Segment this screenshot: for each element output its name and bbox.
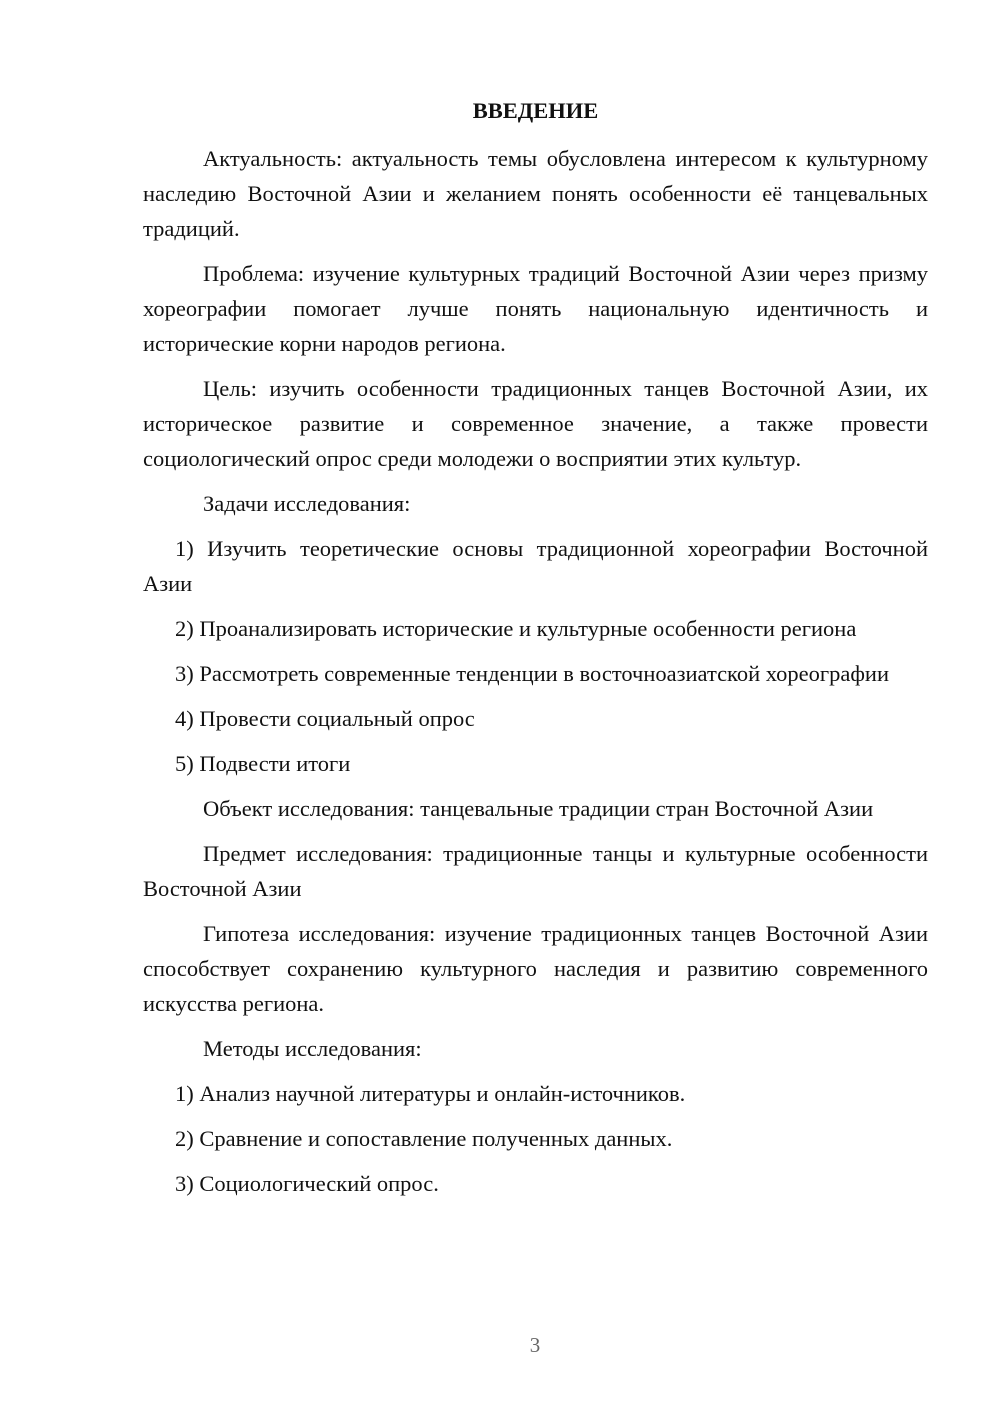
methods-heading: Методы исследования: xyxy=(203,1036,422,1061)
task-item-2: 2) Проанализировать исторические и культурные особенности региона xyxy=(175,616,857,641)
task-item-5: 5) Подвести итоги xyxy=(175,751,351,776)
object-paragraph: Объект исследования: танцевальные традиции стран Восточной Азии xyxy=(203,796,874,821)
method-item-1: 1) Анализ научной литературы и онлайн-источников. xyxy=(175,1081,686,1106)
task-item-4: 4) Провести социальный опрос xyxy=(175,706,475,731)
subject-paragraph: Предмет исследования: традиционные танцы и культурные особенности Восточной Азии xyxy=(143,841,928,901)
page-number: 3 xyxy=(529,1333,541,1357)
hypothesis-paragraph: Гипотеза исследования: изучение традиционных танцев Восточной Азии способствует сохранению культурного наследия и развитию современного искусства региона. xyxy=(143,921,928,1016)
method-item-3: 3) Социологический опрос. xyxy=(175,1171,439,1196)
section-title: ВВЕДЕНИЕ xyxy=(472,98,599,123)
problem-paragraph: Проблема: изучение культурных традиций Восточной Азии через призму хореографии помогает лучше понять национальную идентичность и исторические корни народов региона. xyxy=(143,261,928,356)
task-item-3: 3) Рассмотреть современные тенденции в восточноазиатской хореографии xyxy=(175,661,890,686)
method-item-2: 2) Сравнение и сопоставление полученных данных. xyxy=(175,1126,673,1151)
document-page xyxy=(143,95,928,1211)
tasks-heading: Задачи исследования: xyxy=(203,491,411,516)
task-item-1: 1) Изучить теоретические основы традиционной хореографии Восточной Азии xyxy=(143,536,928,596)
relevance-paragraph: Актуальность: актуальность темы обусловлена интересом к культурному наследию Восточной Азии и желанием понять особенности её танцевальных традиций. xyxy=(143,146,928,241)
goal-paragraph: Цель: изучить особенности традиционных танцев Восточной Азии, их историческое развитие и современное значение, а также провести социологический опрос среди молодежи о восприятии этих культур. xyxy=(143,376,928,471)
